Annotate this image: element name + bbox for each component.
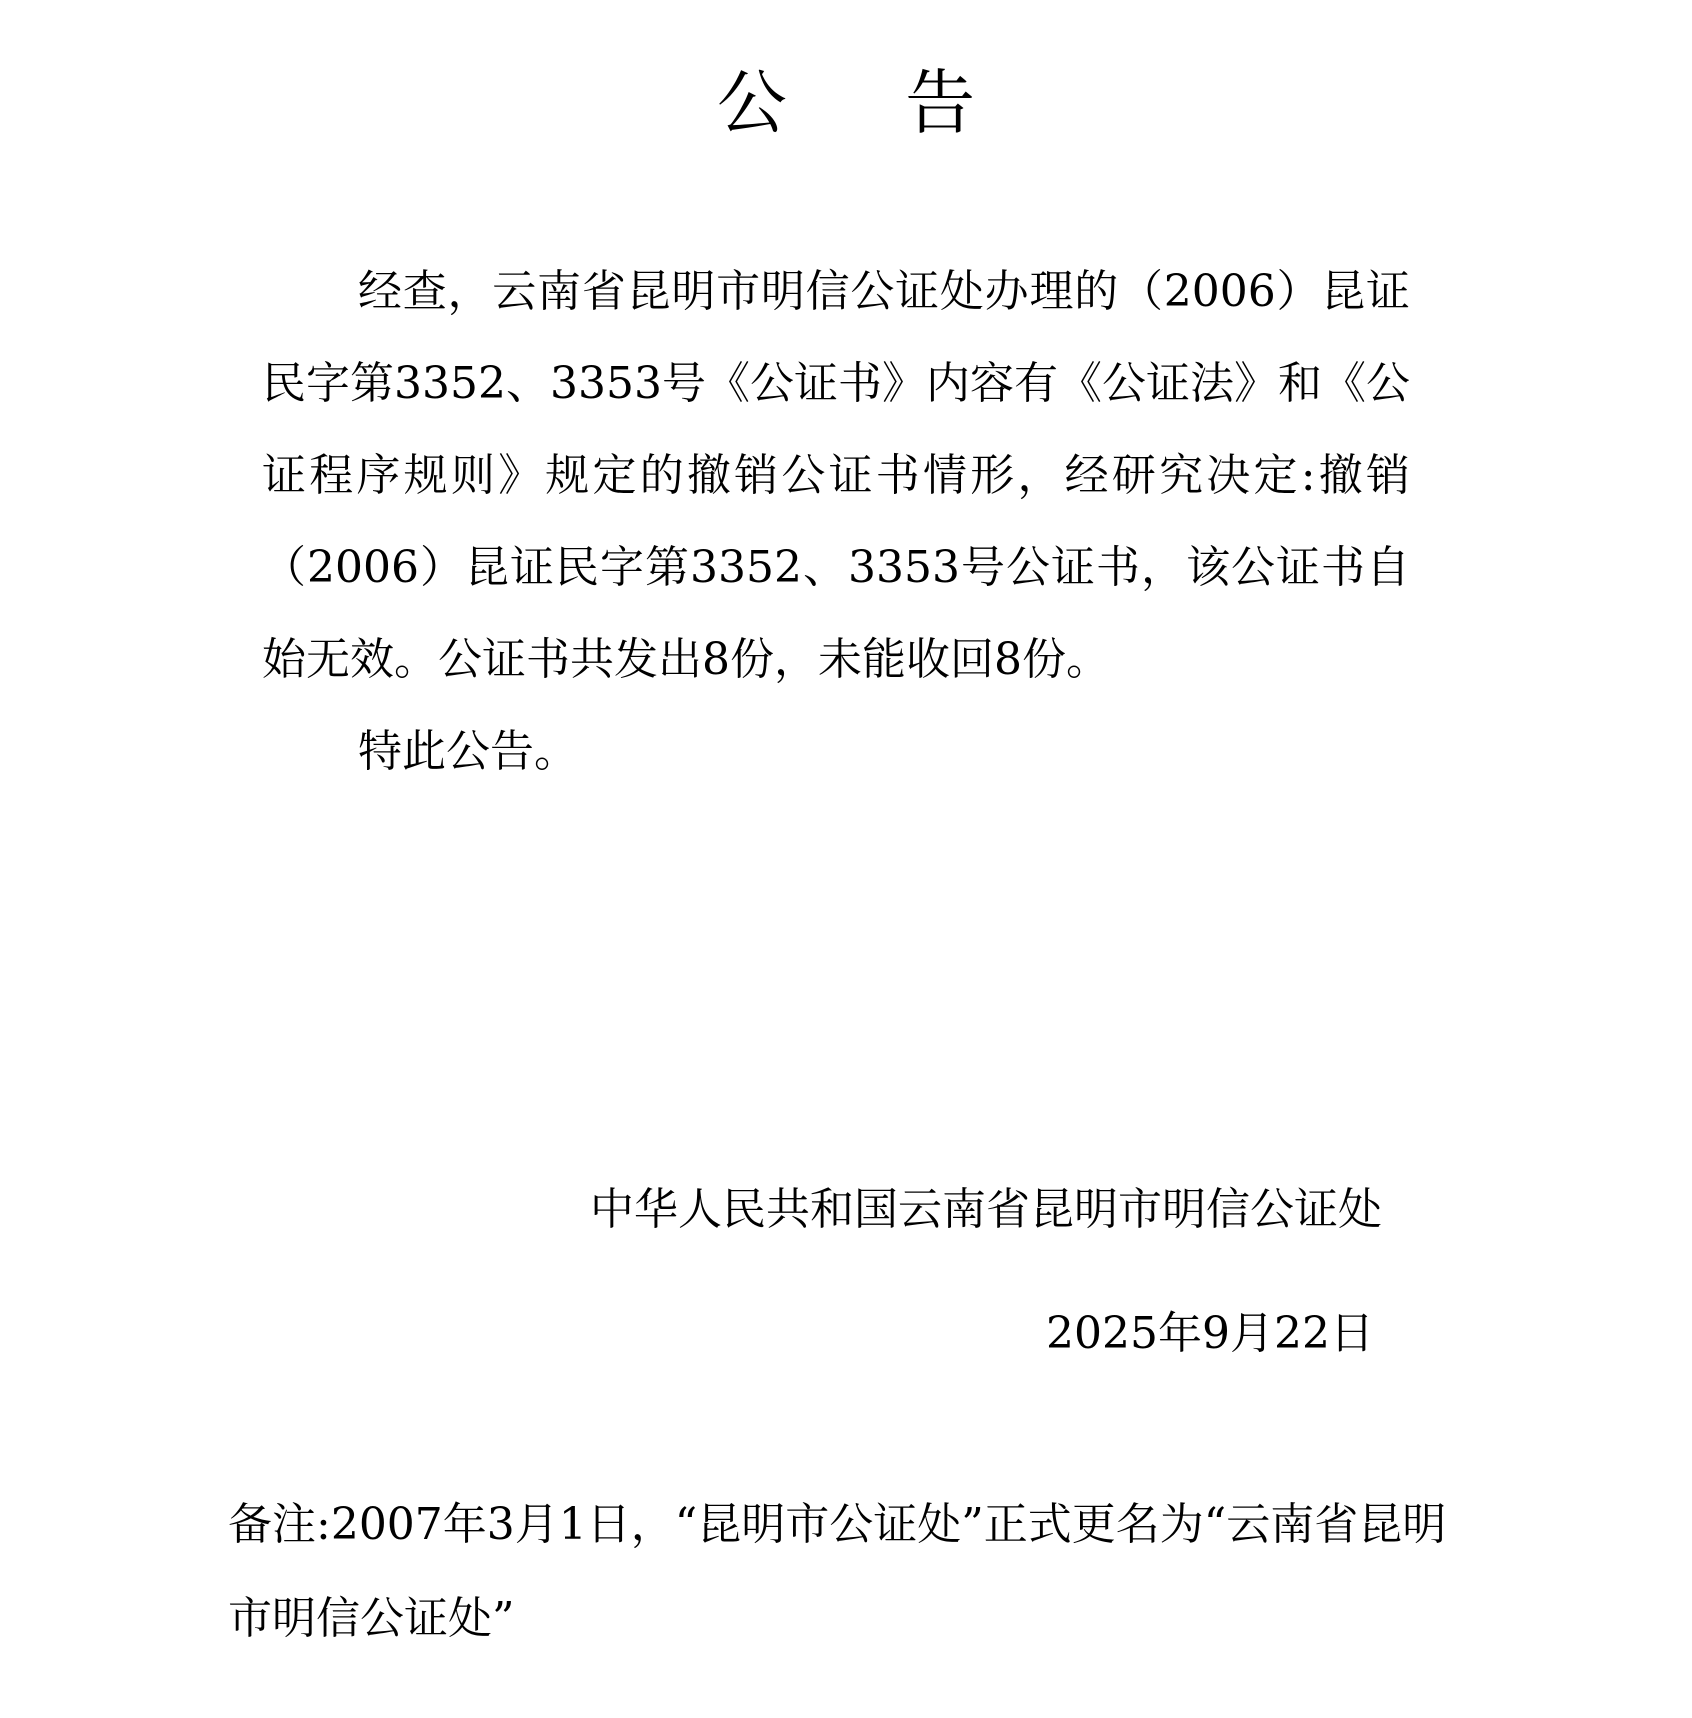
remark-note: 备注:2007年3月1日，“昆明市公证处”正式更名为“云南省昆明市明信公证处”	[228, 1499, 1447, 1644]
issue-date: 2025年9月22日	[1046, 1308, 1374, 1359]
notice-body	[262, 246, 1410, 798]
notice-title: 公 告	[716, 62, 1024, 144]
issuer-name: 中华人民共和国云南省昆明市明信公证处	[590, 1184, 1382, 1235]
notice-paragraph-closing: 特此公告。	[358, 726, 578, 777]
notice-paragraph-main: 经查，云南省昆明市明信公证处办理的（2006）昆证民字第3352、3353号《公证书》内容有《公证法》和《公证程序规则》规定的撤销公证书情形，经研究决定:撤销（2006）昆证民字第3352、3353号公证书，该公证书自始无效。公证书共发出8份，未能收回8份。	[262, 266, 1410, 685]
